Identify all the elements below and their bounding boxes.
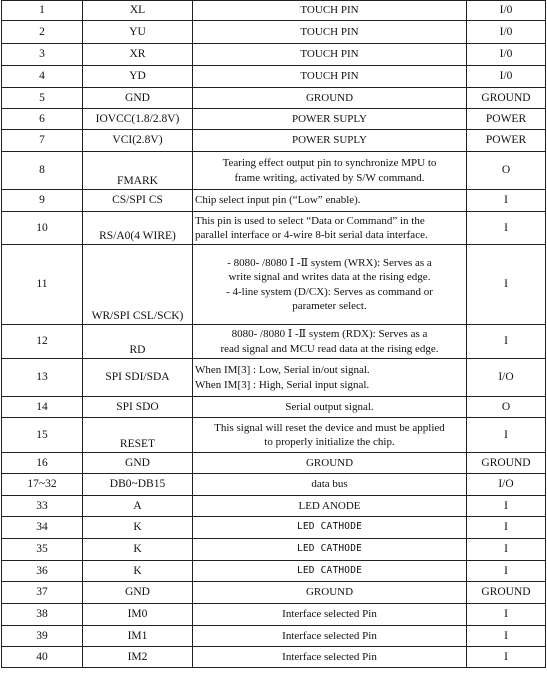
pin-description-cell [193,582,467,604]
pin-number-cell: 11 [2,245,83,325]
table-row [2,539,546,561]
description-line: LED CATHODE [296,564,363,576]
description-line: LED ANODE [298,499,361,512]
table-row [2,1,546,21]
pin-number-cell: 7 [2,130,83,152]
pin-number-cell: 36 [2,561,83,582]
pin-name-cell: IM2 [83,647,193,668]
description-line: parallel interface or 4-wire 8-bit serial data interface. [195,229,428,241]
pin-number-cell: 15 [2,418,83,453]
pin-io-type-cell: POWER [467,109,546,130]
pin-number-cell: 3 [2,44,83,66]
pin-description-cell [193,418,467,453]
pin-description-cell [193,474,467,496]
table-row [2,152,546,190]
pin-description-cell [193,44,467,66]
pin-name-cell: GND [83,582,193,604]
table-row [2,359,546,397]
pin-name-cell: K [83,561,193,582]
pin-io-type-cell: POWER [467,130,546,152]
pin-name-cell: GND [83,88,193,109]
table-row [2,517,546,539]
pin-io-type-cell: I [467,418,546,453]
pin-description-cell [193,130,467,152]
pin-description-cell [193,212,467,245]
pin-name-cell: RS/A0(4 WIRE) [83,212,193,245]
pin-description-cell [193,604,467,626]
description-line: TOUCH PIN [300,25,359,38]
description-line: LED CATHODE [296,521,363,533]
pin-definition-table [1,0,546,668]
pin-io-type-cell: I [467,245,546,325]
description-line: - 8080- /8080 Ⅰ -Ⅱ system (WRX): Serves as a [227,256,432,269]
pin-number-cell: 38 [2,604,83,626]
pin-description-cell [193,517,467,539]
pin-description-cell [193,539,467,561]
table-row [2,325,546,359]
description-line: When IM[3] : Low, Serial in/out signal. [195,364,370,376]
pin-name-cell: CS/SPI CS [83,190,193,212]
pin-io-type-cell: I [467,517,546,539]
table-row [2,626,546,647]
pin-name-cell: SPI SDI/SDA [83,359,193,397]
pin-table-body [2,1,546,668]
pin-description-cell [193,1,467,21]
pin-io-type-cell: I [467,626,546,647]
pin-number-cell: 1 [2,1,83,21]
description-line: Tearing effect output pin to synchronize MPU to [222,157,437,169]
pin-name-cell: DB0~DB15 [83,474,193,496]
pin-number-cell: 35 [2,539,83,561]
description-line: TOUCH PIN [300,70,359,83]
pin-name-cell: SPI SDO [83,397,193,418]
description-line: POWER SUPLY [292,134,367,147]
pin-io-type-cell: GROUND [467,582,546,604]
pin-description-cell [193,190,467,212]
description-line: to properly initialize the chip. [264,436,395,448]
pin-number-cell: 2 [2,21,83,44]
pin-description-cell [193,496,467,517]
table-row [2,561,546,582]
description-line: Serial output signal. [285,400,374,413]
pin-description-cell [193,626,467,647]
pin-name-cell: YU [83,21,193,44]
description-line: GROUND [305,586,354,599]
pin-io-type-cell: I [467,325,546,359]
pin-name-cell: XR [83,44,193,66]
table-row [2,397,546,418]
table-row [2,453,546,474]
pin-io-type-cell: I/0 [467,21,546,44]
description-line: Interface selected Pin [282,650,377,663]
pin-io-type-cell: GROUND [467,453,546,474]
table-row [2,212,546,245]
description-line: GROUND [305,91,354,104]
table-row [2,21,546,44]
table-row [2,66,546,88]
pin-description-cell [193,647,467,668]
description-line: TOUCH PIN [300,4,359,17]
description-line: write signal and writes data at the rising edge. [228,271,431,283]
description-line: This pin is used to select “Data or Command” in the [195,214,425,227]
description-line: Interface selected Pin [282,629,377,642]
pin-name-cell: A [83,496,193,517]
pin-description-cell [193,152,467,190]
description-line: TOUCH PIN [300,48,359,61]
pin-name-cell: IOVCC(1.8/2.8V) [83,109,193,130]
pin-number-cell: 17~32 [2,474,83,496]
table-row [2,582,546,604]
description-line: read signal and MCU read data at the rising edge. [220,342,439,355]
pin-io-type-cell: I/0 [467,66,546,88]
table-row [2,190,546,212]
pin-description-cell [193,453,467,474]
pin-number-cell: 14 [2,397,83,418]
pin-number-cell: 9 [2,190,83,212]
pin-number-cell: 13 [2,359,83,397]
table-row [2,418,546,453]
pin-number-cell: 5 [2,88,83,109]
pin-io-type-cell: I [467,539,546,561]
description-line: 8080- /8080 Ⅰ -Ⅱ system (RDX): Serves as a [231,328,428,340]
table-row [2,647,546,668]
pin-description-cell [193,88,467,109]
pin-name-cell: XL [83,1,193,21]
description-line: GROUND [305,456,354,469]
pin-description-cell [193,21,467,44]
table-row [2,130,546,152]
pin-io-type-cell: I [467,647,546,668]
pin-number-cell: 4 [2,66,83,88]
table-row [2,245,546,325]
pin-io-type-cell: O [467,397,546,418]
pin-name-cell: K [83,517,193,539]
pin-number-cell: 6 [2,109,83,130]
table-row [2,474,546,496]
table-row [2,604,546,626]
pin-io-type-cell: I [467,604,546,626]
description-line: parameter select. [292,300,367,312]
description-line: When IM[3] : High, Serial input signal. [195,378,370,391]
pin-number-cell: 39 [2,626,83,647]
pin-io-type-cell: I/0 [467,44,546,66]
pin-name-cell: YD [83,66,193,88]
pin-number-cell: 16 [2,453,83,474]
pin-description-cell [193,66,467,88]
description-line: LED CATHODE [296,543,363,555]
pin-number-cell: 40 [2,647,83,668]
pin-name-cell: IM0 [83,604,193,626]
pin-number-cell: 33 [2,496,83,517]
pin-name-cell: WR/SPI CSL/SCK) [83,245,193,325]
pin-number-cell: 10 [2,212,83,245]
pin-name-cell: K [83,539,193,561]
description-line: data bus [311,478,348,491]
pin-io-type-cell: I/O [467,474,546,496]
pin-io-type-cell: I [467,561,546,582]
pin-name-cell: FMARK [83,152,193,190]
pin-number-cell: 37 [2,582,83,604]
pin-io-type-cell: O [467,152,546,190]
description-line: Interface selected Pin [282,608,377,621]
table-row [2,88,546,109]
description-line: POWER SUPLY [292,112,367,125]
pin-number-cell: 8 [2,152,83,190]
pin-name-cell: GND [83,453,193,474]
pin-description-cell [193,245,467,325]
pin-description-cell [193,397,467,418]
description-line: - 4-line system (D/CX): Serves as command or [226,285,433,298]
pin-io-type-cell: I/0 [467,1,546,21]
pin-number-cell: 12 [2,325,83,359]
pin-io-type-cell: I/O [467,359,546,397]
pin-io-type-cell: I [467,212,546,245]
pin-description-cell [193,109,467,130]
table-row [2,44,546,66]
description-line: Chip select input pin (“Low” enable). [195,194,361,207]
pin-number-cell: 34 [2,517,83,539]
pin-name-cell: RESET [83,418,193,453]
pin-description-cell [193,359,467,397]
pin-io-type-cell: GROUND [467,88,546,109]
pin-io-type-cell: I [467,496,546,517]
table-row [2,496,546,517]
pin-name-cell: RD [83,325,193,359]
pin-name-cell: IM1 [83,626,193,647]
table-row [2,109,546,130]
description-line: frame writing, activated by S/W command. [234,171,425,184]
description-line: This signal will reset the device and must be applied [214,421,445,434]
pin-description-cell [193,561,467,582]
pin-io-type-cell: I [467,190,546,212]
pin-description-cell [193,325,467,359]
pin-name-cell: VCI(2.8V) [83,130,193,152]
